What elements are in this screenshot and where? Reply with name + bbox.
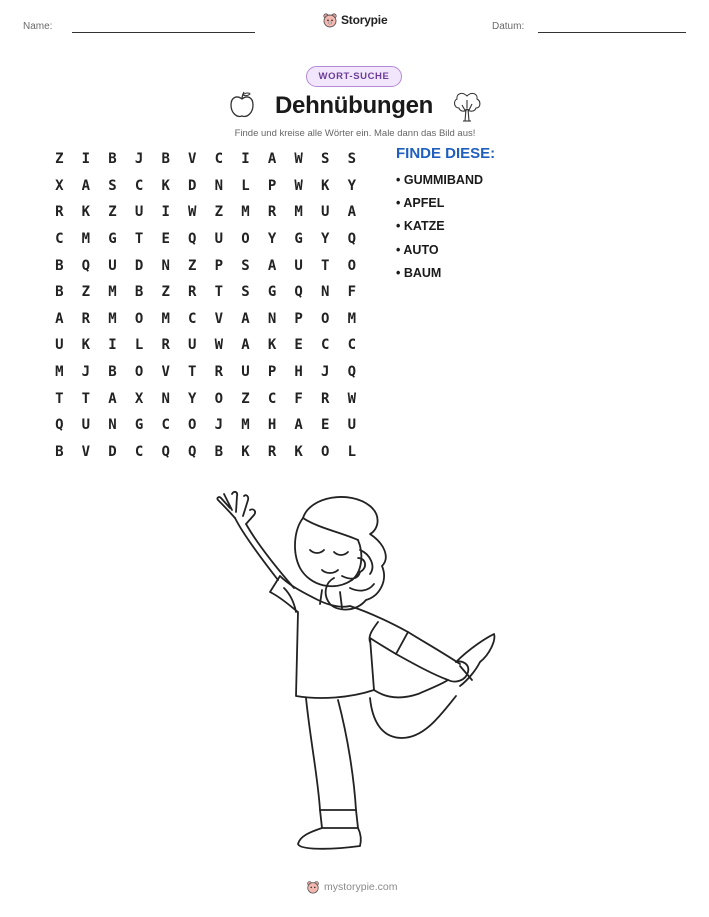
- storypie-logo-icon: [322, 12, 338, 28]
- grid-cell[interactable]: Z: [188, 257, 197, 274]
- grid-cell[interactable]: Y: [321, 231, 330, 248]
- grid-cell[interactable]: N: [161, 257, 170, 274]
- grid-cell[interactable]: P: [267, 364, 277, 381]
- grid-cell[interactable]: O: [134, 364, 144, 381]
- grid-cell[interactable]: J: [81, 364, 91, 381]
- grid-cell[interactable]: L: [241, 177, 250, 194]
- word-list-item: • APFEL: [396, 196, 445, 211]
- page-title: Dehnübungen: [274, 92, 433, 119]
- grid-cell[interactable]: G: [294, 231, 303, 248]
- grid-cell[interactable]: B: [161, 151, 170, 168]
- word-list-item: • KATZE: [396, 219, 445, 234]
- grid-cell[interactable]: C: [214, 151, 224, 168]
- name-label: Name:: [23, 21, 53, 32]
- brand-logo: [322, 12, 387, 28]
- grid-cell[interactable]: D: [188, 177, 197, 194]
- name-line[interactable]: [72, 32, 255, 33]
- grid-cell[interactable]: O: [347, 257, 357, 274]
- grid-cell[interactable]: Y: [267, 231, 277, 248]
- grid-cell[interactable]: R: [214, 364, 224, 381]
- grid-cell[interactable]: V: [81, 443, 91, 460]
- grid-cell[interactable]: R: [55, 204, 64, 221]
- grid-cell[interactable]: E: [161, 231, 170, 248]
- grid-cell[interactable]: R: [188, 284, 197, 301]
- grid-cell[interactable]: G: [134, 417, 144, 434]
- grid-cell[interactable]: N: [267, 310, 277, 327]
- grid-cell[interactable]: S: [108, 177, 117, 194]
- grid-cell[interactable]: U: [214, 231, 224, 248]
- grid-cell[interactable]: O: [241, 231, 250, 248]
- grid-cell[interactable]: C: [267, 390, 277, 407]
- grid-cell[interactable]: D: [134, 257, 144, 274]
- grid-cell[interactable]: U: [134, 204, 144, 221]
- grid-cell[interactable]: V: [214, 310, 224, 327]
- grid-cell[interactable]: X: [55, 177, 64, 194]
- grid-cell[interactable]: L: [347, 443, 357, 460]
- grid-cell[interactable]: S: [321, 151, 330, 168]
- grid-cell[interactable]: B: [55, 284, 64, 301]
- grid-cell[interactable]: W: [347, 390, 357, 407]
- grid-cell[interactable]: P: [214, 257, 224, 274]
- word-search-badge: WORT-SUCHE: [306, 66, 402, 87]
- grid-cell[interactable]: W: [294, 177, 303, 194]
- footer: [306, 880, 398, 894]
- grid-cell[interactable]: W: [188, 204, 197, 221]
- grid-cell[interactable]: Y: [188, 390, 197, 407]
- grid-cell[interactable]: C: [347, 337, 357, 354]
- grid-cell[interactable]: N: [321, 284, 330, 301]
- grid-cell[interactable]: F: [294, 390, 303, 407]
- grid-cell[interactable]: T: [134, 231, 144, 248]
- grid-cell[interactable]: C: [161, 417, 170, 434]
- grid-cell[interactable]: U: [241, 364, 250, 381]
- grid-cell[interactable]: I: [241, 151, 250, 168]
- grid-cell[interactable]: M: [347, 310, 357, 327]
- grid-cell[interactable]: H: [267, 417, 277, 434]
- grid-cell[interactable]: K: [81, 337, 91, 354]
- date-line[interactable]: [538, 32, 686, 33]
- grid-cell[interactable]: M: [294, 204, 303, 221]
- storypie-footer-icon: [306, 880, 320, 894]
- grid-cell[interactable]: R: [81, 310, 91, 327]
- grid-cell[interactable]: D: [108, 443, 117, 460]
- grid-cell[interactable]: S: [347, 151, 357, 168]
- word-list-item: • AUTO: [396, 242, 439, 257]
- grid-cell[interactable]: B: [214, 443, 224, 460]
- grid-cell[interactable]: A: [241, 337, 250, 354]
- grid-cell[interactable]: H: [294, 364, 303, 381]
- grid-cell[interactable]: M: [241, 204, 250, 221]
- grid-cell[interactable]: P: [267, 177, 277, 194]
- word-list-item: • BAUM: [396, 265, 442, 280]
- grid-cell[interactable]: V: [161, 364, 170, 381]
- grid-cell[interactable]: A: [267, 257, 277, 274]
- tree-icon: [452, 88, 482, 122]
- grid-cell[interactable]: Q: [188, 443, 197, 460]
- grid-cell[interactable]: K: [81, 204, 91, 221]
- footer-url[interactable]: mystorypie.com: [324, 881, 398, 893]
- grid-cell[interactable]: U: [347, 417, 357, 434]
- girl-stretching-illustration: [210, 488, 510, 858]
- grid-cell[interactable]: A: [267, 151, 277, 168]
- grid-cell[interactable]: T: [321, 257, 330, 274]
- grid-cell[interactable]: Q: [347, 231, 357, 248]
- grid-cell[interactable]: E: [294, 337, 303, 354]
- grid-cell[interactable]: N: [214, 177, 224, 194]
- grid-cell[interactable]: M: [55, 364, 64, 381]
- grid-cell[interactable]: Q: [81, 257, 91, 274]
- grid-cell[interactable]: U: [55, 337, 64, 354]
- word-search-grid[interactable]: [46, 146, 365, 465]
- grid-cell[interactable]: T: [81, 390, 91, 407]
- grid-cell[interactable]: I: [81, 151, 91, 168]
- grid-cell[interactable]: A: [241, 310, 250, 327]
- grid-cell[interactable]: A: [81, 177, 91, 194]
- grid-cell[interactable]: R: [267, 443, 277, 460]
- grid-cell[interactable]: U: [321, 204, 330, 221]
- grid-cell[interactable]: Z: [55, 151, 64, 168]
- apple-icon: [228, 90, 256, 120]
- grid-cell[interactable]: O: [321, 443, 330, 460]
- grid-cell[interactable]: C: [134, 443, 144, 460]
- grid-cell[interactable]: E: [321, 417, 330, 434]
- grid-cell[interactable]: B: [55, 257, 64, 274]
- word-list: [396, 172, 483, 288]
- grid-cell[interactable]: X: [134, 390, 144, 407]
- grid-cell[interactable]: N: [161, 390, 170, 407]
- grid-cell[interactable]: B: [55, 443, 64, 460]
- grid-cell[interactable]: B: [134, 284, 144, 301]
- grid-cell[interactable]: B: [108, 364, 117, 381]
- grid-cell[interactable]: I: [108, 337, 117, 354]
- grid-cell[interactable]: A: [55, 310, 64, 327]
- brand-name: Storypie: [341, 13, 388, 27]
- grid-cell[interactable]: Q: [161, 443, 170, 460]
- grid-cell[interactable]: J: [214, 417, 224, 434]
- grid-cell[interactable]: K: [321, 177, 330, 194]
- grid-cell[interactable]: Z: [81, 284, 91, 301]
- grid-cell[interactable]: R: [267, 204, 277, 221]
- grid-cell[interactable]: O: [134, 310, 144, 327]
- grid-cell[interactable]: J: [134, 151, 144, 168]
- grid-cell[interactable]: Z: [161, 284, 170, 301]
- grid-cell[interactable]: R: [321, 390, 330, 407]
- grid-cell[interactable]: G: [108, 231, 117, 248]
- grid-cell[interactable]: Y: [347, 177, 357, 194]
- grid-cell[interactable]: T: [214, 284, 224, 301]
- grid-cell[interactable]: K: [241, 443, 250, 460]
- grid-cell[interactable]: K: [294, 443, 303, 460]
- grid-cell[interactable]: Z: [214, 204, 224, 221]
- grid-cell[interactable]: W: [214, 337, 224, 354]
- grid-cell[interactable]: O: [214, 390, 224, 407]
- grid-cell[interactable]: M: [108, 310, 117, 327]
- grid-cell[interactable]: O: [188, 417, 197, 434]
- grid-cell[interactable]: U: [81, 417, 91, 434]
- grid-cell[interactable]: Q: [55, 417, 64, 434]
- grid-cell[interactable]: U: [108, 257, 117, 274]
- grid-cell[interactable]: S: [241, 284, 250, 301]
- grid-cell[interactable]: A: [294, 417, 303, 434]
- grid-cell[interactable]: M: [161, 310, 170, 327]
- grid-cell[interactable]: L: [134, 337, 144, 354]
- grid-cell[interactable]: S: [241, 257, 250, 274]
- grid-cell[interactable]: T: [188, 364, 197, 381]
- instructions: Finde und kreise alle Wörter ein. Male dann das Bild aus!: [234, 128, 476, 139]
- grid-cell[interactable]: J: [321, 364, 330, 381]
- grid-cell[interactable]: N: [108, 417, 117, 434]
- grid-cell[interactable]: W: [294, 151, 303, 168]
- grid-cell[interactable]: Q: [188, 231, 197, 248]
- grid-cell[interactable]: C: [55, 231, 64, 248]
- grid-cell[interactable]: V: [188, 151, 197, 168]
- grid-cell[interactable]: U: [294, 257, 303, 274]
- grid-cell[interactable]: M: [241, 417, 250, 434]
- grid-cell[interactable]: C: [134, 177, 144, 194]
- word-list-item: • GUMMIBAND: [396, 173, 484, 187]
- grid-cell[interactable]: K: [161, 177, 170, 194]
- find-heading: FINDE DIESE:: [396, 145, 496, 162]
- grid-cell[interactable]: A: [108, 390, 117, 407]
- grid-cell[interactable]: B: [108, 151, 117, 168]
- grid-cell[interactable]: A: [347, 204, 357, 221]
- grid-cell[interactable]: Z: [241, 390, 250, 407]
- grid-cell[interactable]: C: [188, 310, 197, 327]
- grid-cell[interactable]: O: [321, 310, 330, 327]
- grid-cell[interactable]: R: [161, 337, 170, 354]
- grid-cell[interactable]: K: [267, 337, 277, 354]
- grid-cell[interactable]: Q: [294, 284, 303, 301]
- grid-cell[interactable]: C: [321, 337, 330, 354]
- date-label: Datum:: [492, 21, 525, 32]
- grid-cell[interactable]: U: [188, 337, 197, 354]
- grid-cell[interactable]: I: [161, 204, 170, 221]
- grid-cell[interactable]: G: [267, 284, 277, 301]
- grid-cell[interactable]: M: [108, 284, 117, 301]
- grid-cell[interactable]: P: [294, 310, 303, 327]
- grid-cell[interactable]: M: [81, 231, 91, 248]
- grid-cell[interactable]: Q: [347, 364, 357, 381]
- grid-cell[interactable]: F: [347, 284, 357, 301]
- grid-cell[interactable]: T: [55, 390, 64, 407]
- grid-cell[interactable]: Z: [108, 204, 117, 221]
